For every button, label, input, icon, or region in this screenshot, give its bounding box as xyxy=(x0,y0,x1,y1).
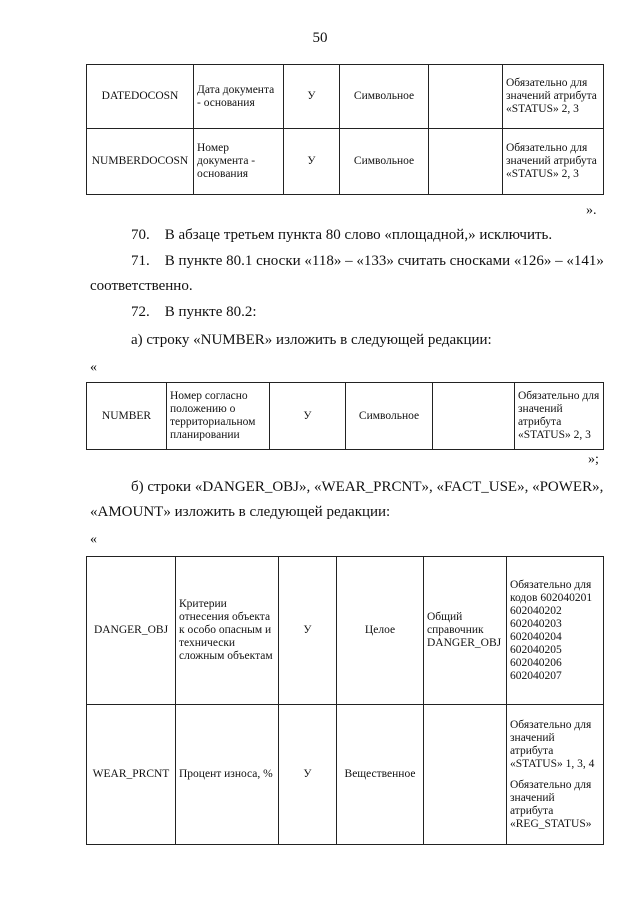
attr-ref xyxy=(424,705,507,845)
attr-ref xyxy=(429,129,503,195)
attr-code: NUMBERDOCOSN xyxy=(87,129,194,195)
paragraph-71-continued: соответственно. xyxy=(90,278,193,294)
attr-type: Целое xyxy=(337,557,424,705)
attr-code: NUMBER xyxy=(87,383,167,450)
attr-ref xyxy=(429,65,503,129)
attr-flag: У xyxy=(284,65,340,129)
attr-name: Номер документа - основания xyxy=(194,129,284,195)
attr-note: Обязательно для значений атрибута «STATUS» 2, 3 xyxy=(515,383,604,450)
paragraph-number: 72. xyxy=(131,304,150,320)
attr-note: Обязательно для значений атрибута «STATUS» 2, 3 xyxy=(503,129,604,195)
attr-code: WEAR_PRCNT xyxy=(87,705,176,845)
attr-note-cell xyxy=(507,705,604,845)
item-b-line2: «AMOUNT» изложить в следующей редакции: xyxy=(90,504,391,520)
attribute-table-1 xyxy=(86,64,604,195)
attr-type: Вещественное xyxy=(337,705,424,845)
attr-name: Номер согласно положению о территориальном планировании xyxy=(167,383,270,450)
paragraph-70 xyxy=(131,226,552,244)
attr-note: Обязательно для кодов 602040201 602040202 602040203 602040204 602040205 602040206 602040207 xyxy=(507,557,604,705)
paragraph-text: В пункте 80.1 сноски «118» – «133» считать сносками «126» – «141» xyxy=(164,253,604,269)
attr-note: Обязательно для значений атрибута «STATUS» 1, 3, 4 xyxy=(510,718,595,770)
table-row xyxy=(87,705,604,845)
attr-flag: У xyxy=(279,705,337,845)
opening-quote: « xyxy=(90,532,97,547)
attr-ref: Общий справочник DANGER_OBJ xyxy=(424,557,507,705)
attr-flag: У xyxy=(279,557,337,705)
attr-code: DANGER_OBJ xyxy=(87,557,176,705)
attr-name: Дата документа - основания xyxy=(194,65,284,129)
attr-note: Обязательно для значений атрибута «STATUS» 2, 3 xyxy=(503,65,604,129)
table-row xyxy=(87,383,604,450)
paragraph-71 xyxy=(131,252,604,270)
page-number: 50 xyxy=(312,30,328,46)
attr-flag: У xyxy=(270,383,346,450)
paragraph-72 xyxy=(131,303,257,321)
opening-quote: « xyxy=(90,360,97,375)
attr-name: Критерии отнесения объекта к особо опасным и технически сложным объектам xyxy=(176,557,279,705)
paragraph-text: В пункте 80.2: xyxy=(164,304,257,320)
paragraph-number: 71. xyxy=(131,253,150,269)
attr-type: Символьное xyxy=(346,383,433,450)
attribute-table-2 xyxy=(86,382,604,450)
attr-note-2: Обязательно для значений атрибута «REG_STATUS» xyxy=(510,778,592,830)
item-b-line1: б) строки «DANGER_OBJ», «WEAR_PRCNT», «FACT_USE», «POWER», xyxy=(131,479,604,495)
table-row xyxy=(87,65,604,129)
table-row xyxy=(87,557,604,705)
attr-flag: У xyxy=(284,129,340,195)
closing-quote: »; xyxy=(588,452,599,467)
attribute-table-3 xyxy=(86,556,604,845)
attr-code: DATEDOCOSN xyxy=(87,65,194,129)
attr-type: Символьное xyxy=(340,129,429,195)
table-row xyxy=(87,129,604,195)
attr-name: Процент износа, % xyxy=(176,705,279,845)
attr-type: Символьное xyxy=(340,65,429,129)
closing-quote: ». xyxy=(586,203,597,218)
attr-ref xyxy=(433,383,515,450)
paragraph-text: В абзаце третьем пункта 80 слово «площадной,» исключить. xyxy=(164,227,553,243)
item-a: а) строку «NUMBER» изложить в следующей редакции: xyxy=(131,332,492,348)
paragraph-number: 70. xyxy=(131,227,150,243)
